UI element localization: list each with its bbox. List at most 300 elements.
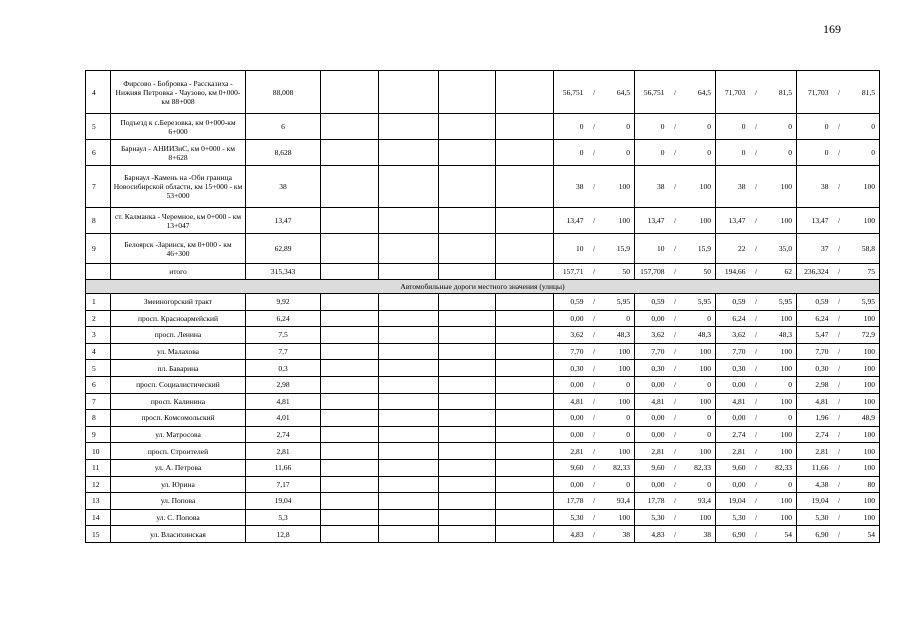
- value-separator: /: [667, 459, 684, 476]
- empty-cell: [439, 459, 496, 476]
- percent-value: 64,5: [603, 71, 635, 114]
- percent-value: 100: [848, 493, 880, 510]
- length-value: 9,60: [635, 459, 667, 476]
- empty-cell: [439, 476, 496, 493]
- table-row: [86, 493, 880, 510]
- road-length: 315,343: [246, 264, 321, 280]
- value-separator: /: [831, 234, 848, 264]
- road-name: просп. Социалистический: [111, 376, 246, 393]
- road-name: Фирсово - Бобровка - Рассказиха - Нижняя Петровка - Чаузово, км 0+000-км 88+008: [111, 71, 246, 114]
- value-separator: /: [586, 234, 603, 264]
- percent-value: 0: [603, 140, 635, 166]
- row-number: 4: [86, 343, 111, 360]
- value-separator: /: [586, 426, 603, 443]
- percent-value: 100: [848, 208, 880, 234]
- empty-cell: [321, 208, 379, 234]
- length-value: 0,00: [635, 426, 667, 443]
- length-value: 10: [554, 234, 586, 264]
- length-value: 0,00: [635, 476, 667, 493]
- row-number: 5: [86, 114, 111, 140]
- value-separator: /: [586, 166, 603, 208]
- empty-cell: [321, 166, 379, 208]
- length-value: 6,90: [716, 526, 748, 543]
- value-separator: /: [667, 166, 684, 208]
- row-number: 7: [86, 166, 111, 208]
- percent-value: 100: [848, 443, 880, 460]
- length-value: 11,66: [797, 459, 831, 476]
- length-value: 6,90: [797, 526, 831, 543]
- length-value: 0,30: [716, 360, 748, 377]
- length-value: 7,70: [554, 343, 586, 360]
- percent-value: 100: [848, 376, 880, 393]
- road-length: 5,3: [246, 509, 321, 526]
- percent-value: 35,0: [765, 234, 797, 264]
- empty-cell: [496, 393, 554, 410]
- percent-value: 5,95: [684, 294, 716, 311]
- empty-cell: [439, 410, 496, 427]
- length-value: 4,81: [716, 393, 748, 410]
- percent-value: 0: [765, 376, 797, 393]
- value-separator: /: [667, 360, 684, 377]
- value-separator: /: [748, 476, 765, 493]
- length-value: 0,00: [554, 426, 586, 443]
- length-value: 0,30: [554, 360, 586, 377]
- table-row: [86, 71, 880, 114]
- value-separator: /: [667, 140, 684, 166]
- row-number: 3: [86, 327, 111, 344]
- value-separator: /: [586, 310, 603, 327]
- empty-cell: [496, 294, 554, 311]
- percent-value: 100: [765, 360, 797, 377]
- length-value: 13,47: [797, 208, 831, 234]
- value-separator: /: [831, 71, 848, 114]
- empty-cell: [496, 343, 554, 360]
- row-number: 1: [86, 294, 111, 311]
- length-value: 0,00: [635, 410, 667, 427]
- road-length: 11,66: [246, 459, 321, 476]
- table-row: [86, 327, 880, 344]
- road-name: ул. Юрина: [111, 476, 246, 493]
- percent-value: 93,4: [603, 493, 635, 510]
- table-row: [86, 234, 880, 264]
- value-separator: /: [831, 376, 848, 393]
- percent-value: 38: [603, 526, 635, 543]
- empty-cell: [379, 410, 439, 427]
- length-value: 71,703: [716, 71, 748, 114]
- percent-value: 82,33: [684, 459, 716, 476]
- length-value: 0,30: [635, 360, 667, 377]
- length-value: 236,324: [797, 264, 831, 280]
- value-separator: /: [748, 459, 765, 476]
- table-row: [86, 526, 880, 543]
- length-value: 38: [554, 166, 586, 208]
- road-name: просп. Ленина: [111, 327, 246, 344]
- value-separator: /: [748, 327, 765, 344]
- value-separator: /: [748, 376, 765, 393]
- empty-cell: [496, 410, 554, 427]
- empty-cell: [496, 327, 554, 344]
- length-value: 38: [797, 166, 831, 208]
- empty-cell: [439, 234, 496, 264]
- percent-value: 100: [848, 343, 880, 360]
- table-row: [86, 310, 880, 327]
- value-separator: /: [667, 114, 684, 140]
- empty-cell: [439, 310, 496, 327]
- value-separator: /: [586, 443, 603, 460]
- empty-cell: [321, 114, 379, 140]
- percent-value: 58,8: [848, 234, 880, 264]
- length-value: 37: [797, 234, 831, 264]
- road-length: 9,92: [246, 294, 321, 311]
- empty-cell: [379, 459, 439, 476]
- length-value: 5,30: [797, 509, 831, 526]
- value-separator: /: [748, 343, 765, 360]
- length-value: 0,59: [716, 294, 748, 311]
- percent-value: 48,3: [765, 327, 797, 344]
- table-row: [86, 114, 880, 140]
- road-length: 4,81: [246, 393, 321, 410]
- percent-value: 100: [684, 443, 716, 460]
- percent-value: 0: [848, 114, 880, 140]
- empty-cell: [321, 327, 379, 344]
- percent-value: 81,5: [765, 71, 797, 114]
- empty-cell: [379, 360, 439, 377]
- empty-cell: [496, 234, 554, 264]
- percent-value: 0: [684, 376, 716, 393]
- total-row: [86, 264, 880, 280]
- value-separator: /: [748, 310, 765, 327]
- length-value: 0: [716, 140, 748, 166]
- road-name: пл. Баварина: [111, 360, 246, 377]
- row-number: 13: [86, 493, 111, 510]
- value-separator: /: [831, 360, 848, 377]
- road-name: Барнаул -Камень на -Оби граница Новосибирской области, км 15+000 - км 53+000: [111, 166, 246, 208]
- value-separator: /: [831, 208, 848, 234]
- table-row: [86, 376, 880, 393]
- road-name: ул. А. Петрова: [111, 459, 246, 476]
- row-number: 12: [86, 476, 111, 493]
- empty-cell: [321, 264, 379, 280]
- percent-value: 100: [684, 343, 716, 360]
- value-separator: /: [831, 426, 848, 443]
- percent-value: 82,33: [603, 459, 635, 476]
- empty-cell: [439, 509, 496, 526]
- value-separator: /: [667, 443, 684, 460]
- percent-value: 50: [603, 264, 635, 280]
- road-length: 0,3: [246, 360, 321, 377]
- road-length: 2,98: [246, 376, 321, 393]
- table-row: [86, 410, 880, 427]
- percent-value: 72,9: [848, 327, 880, 344]
- value-separator: /: [831, 410, 848, 427]
- empty-cell: [496, 493, 554, 510]
- length-value: 2,81: [635, 443, 667, 460]
- percent-value: 100: [684, 208, 716, 234]
- empty-cell: [379, 327, 439, 344]
- percent-value: 48,3: [684, 327, 716, 344]
- empty-cell: [496, 476, 554, 493]
- length-value: 3,62: [554, 327, 586, 344]
- percent-value: 75: [848, 264, 880, 280]
- length-value: 7,70: [716, 343, 748, 360]
- value-separator: /: [748, 360, 765, 377]
- road-name: ул. Матросова: [111, 426, 246, 443]
- length-value: 7,70: [635, 343, 667, 360]
- value-separator: /: [831, 343, 848, 360]
- length-value: 13,47: [554, 208, 586, 234]
- empty-cell: [321, 426, 379, 443]
- length-value: 2,81: [716, 443, 748, 460]
- percent-value: 0: [603, 310, 635, 327]
- empty-cell: [379, 140, 439, 166]
- road-name: итого: [111, 264, 246, 280]
- value-separator: /: [586, 71, 603, 114]
- table-row: [86, 443, 880, 460]
- value-separator: /: [667, 410, 684, 427]
- percent-value: 100: [765, 393, 797, 410]
- empty-cell: [321, 71, 379, 114]
- value-separator: /: [667, 426, 684, 443]
- length-value: 0,00: [716, 410, 748, 427]
- road-name: просп. Комсомольский: [111, 410, 246, 427]
- value-separator: /: [586, 360, 603, 377]
- length-value: 2,81: [554, 443, 586, 460]
- length-value: 7,70: [797, 343, 831, 360]
- percent-value: 5,95: [765, 294, 797, 311]
- length-value: 0,00: [554, 410, 586, 427]
- empty-cell: [496, 376, 554, 393]
- percent-value: 0: [684, 310, 716, 327]
- road-length: 7,7: [246, 343, 321, 360]
- empty-cell: [321, 393, 379, 410]
- percent-value: 100: [848, 166, 880, 208]
- empty-cell: [439, 343, 496, 360]
- value-separator: /: [748, 509, 765, 526]
- table-row: [86, 294, 880, 311]
- road-name: Барнаул - АНИИЗиС, км 0+000 - км 8+628: [111, 140, 246, 166]
- empty-cell: [439, 208, 496, 234]
- percent-value: 100: [765, 310, 797, 327]
- value-separator: /: [831, 264, 848, 280]
- table-row: [86, 459, 880, 476]
- percent-value: 100: [765, 343, 797, 360]
- value-separator: /: [667, 393, 684, 410]
- empty-cell: [321, 443, 379, 460]
- percent-value: 100: [765, 426, 797, 443]
- road-length: 88,008: [246, 71, 321, 114]
- empty-cell: [379, 294, 439, 311]
- length-value: 0: [635, 140, 667, 166]
- table-row: [86, 393, 880, 410]
- percent-value: 100: [848, 310, 880, 327]
- percent-value: 100: [848, 426, 880, 443]
- percent-value: 0: [684, 426, 716, 443]
- empty-cell: [439, 140, 496, 166]
- row-number: 11: [86, 459, 111, 476]
- road-length: 4,01: [246, 410, 321, 427]
- percent-value: 0: [684, 410, 716, 427]
- empty-cell: [321, 476, 379, 493]
- value-separator: /: [586, 264, 603, 280]
- value-separator: /: [831, 166, 848, 208]
- road-length: 6: [246, 114, 321, 140]
- percent-value: 81,5: [848, 71, 880, 114]
- percent-value: 15,9: [684, 234, 716, 264]
- row-number: 15: [86, 526, 111, 543]
- length-value: 22: [716, 234, 748, 264]
- value-separator: /: [831, 114, 848, 140]
- row-number: 9: [86, 426, 111, 443]
- percent-value: 93,4: [684, 493, 716, 510]
- percent-value: 100: [765, 208, 797, 234]
- road-name: ул. С. Попова: [111, 509, 246, 526]
- empty-cell: [379, 493, 439, 510]
- value-separator: /: [586, 140, 603, 166]
- value-separator: /: [586, 343, 603, 360]
- length-value: 17,78: [635, 493, 667, 510]
- length-value: 0,30: [797, 360, 831, 377]
- empty-cell: [439, 443, 496, 460]
- percent-value: 100: [765, 443, 797, 460]
- table-row: [86, 476, 880, 493]
- value-separator: /: [748, 166, 765, 208]
- row-number: 9: [86, 234, 111, 264]
- length-value: 38: [716, 166, 748, 208]
- page-number: 169: [823, 22, 841, 36]
- value-separator: /: [748, 493, 765, 510]
- length-value: 0: [635, 114, 667, 140]
- empty-cell: [321, 493, 379, 510]
- length-value: 0,00: [635, 310, 667, 327]
- empty-cell: [379, 343, 439, 360]
- value-separator: /: [667, 234, 684, 264]
- length-value: 157,71: [554, 264, 586, 280]
- value-separator: /: [586, 459, 603, 476]
- length-value: 2,81: [797, 443, 831, 460]
- percent-value: 100: [765, 166, 797, 208]
- percent-value: 0: [765, 476, 797, 493]
- length-value: 0,59: [635, 294, 667, 311]
- empty-cell: [439, 327, 496, 344]
- empty-cell: [496, 264, 554, 280]
- value-separator: /: [831, 393, 848, 410]
- section-title: Автомобильные дороги местного значения (улицы): [86, 280, 880, 294]
- empty-cell: [321, 294, 379, 311]
- value-separator: /: [586, 327, 603, 344]
- value-separator: /: [586, 208, 603, 234]
- road-name: просп. Строителей: [111, 443, 246, 460]
- road-name: просп. Красноармейский: [111, 310, 246, 327]
- value-separator: /: [748, 526, 765, 543]
- percent-value: 100: [684, 393, 716, 410]
- empty-cell: [496, 140, 554, 166]
- length-value: 6,24: [716, 310, 748, 327]
- road-length: 2,74: [246, 426, 321, 443]
- row-number: 8: [86, 410, 111, 427]
- empty-cell: [321, 234, 379, 264]
- length-value: 0,00: [716, 376, 748, 393]
- length-value: 2,98: [797, 376, 831, 393]
- empty-cell: [439, 393, 496, 410]
- length-value: 2,74: [716, 426, 748, 443]
- percent-value: 5,95: [603, 294, 635, 311]
- road-length: 13,47: [246, 208, 321, 234]
- row-number: 6: [86, 376, 111, 393]
- percent-value: 100: [603, 208, 635, 234]
- percent-value: 100: [848, 509, 880, 526]
- percent-value: 100: [603, 443, 635, 460]
- length-value: 4,83: [635, 526, 667, 543]
- length-value: 5,30: [716, 509, 748, 526]
- length-value: 3,62: [635, 327, 667, 344]
- percent-value: 0: [765, 140, 797, 166]
- empty-cell: [496, 310, 554, 327]
- length-value: 5,47: [797, 327, 831, 344]
- row-number: [86, 264, 111, 280]
- length-value: 0,59: [554, 294, 586, 311]
- percent-value: 50: [684, 264, 716, 280]
- length-value: 17,78: [554, 493, 586, 510]
- percent-value: 0: [684, 114, 716, 140]
- percent-value: 54: [765, 526, 797, 543]
- length-value: 5,30: [635, 509, 667, 526]
- empty-cell: [379, 234, 439, 264]
- road-length: 7,5: [246, 327, 321, 344]
- road-length: 12,8: [246, 526, 321, 543]
- empty-cell: [321, 360, 379, 377]
- row-number: 7: [86, 393, 111, 410]
- percent-value: 38: [684, 526, 716, 543]
- length-value: 0,00: [554, 310, 586, 327]
- empty-cell: [496, 459, 554, 476]
- empty-cell: [379, 264, 439, 280]
- length-value: 13,47: [716, 208, 748, 234]
- percent-value: 48,9: [848, 410, 880, 427]
- table-row: [86, 426, 880, 443]
- length-value: 0: [797, 114, 831, 140]
- length-value: 4,38: [797, 476, 831, 493]
- value-separator: /: [831, 509, 848, 526]
- value-separator: /: [831, 294, 848, 311]
- empty-cell: [379, 376, 439, 393]
- empty-cell: [439, 71, 496, 114]
- empty-cell: [439, 426, 496, 443]
- empty-cell: [496, 360, 554, 377]
- empty-cell: [439, 376, 496, 393]
- length-value: 0,00: [554, 476, 586, 493]
- length-value: 0,00: [635, 376, 667, 393]
- percent-value: 100: [603, 360, 635, 377]
- road-name: Змеиногорский тракт: [111, 294, 246, 311]
- section-header-row: [86, 280, 880, 294]
- empty-cell: [379, 166, 439, 208]
- empty-cell: [379, 393, 439, 410]
- road-length: 2,81: [246, 443, 321, 460]
- percent-value: 82,33: [765, 459, 797, 476]
- length-value: 56,751: [554, 71, 586, 114]
- length-value: 56,751: [635, 71, 667, 114]
- road-length: 7,17: [246, 476, 321, 493]
- percent-value: 100: [684, 509, 716, 526]
- value-separator: /: [748, 294, 765, 311]
- empty-cell: [496, 443, 554, 460]
- percent-value: 100: [848, 459, 880, 476]
- empty-cell: [439, 264, 496, 280]
- length-value: 1,96: [797, 410, 831, 427]
- table-row: [86, 360, 880, 377]
- value-separator: /: [586, 410, 603, 427]
- percent-value: 100: [684, 360, 716, 377]
